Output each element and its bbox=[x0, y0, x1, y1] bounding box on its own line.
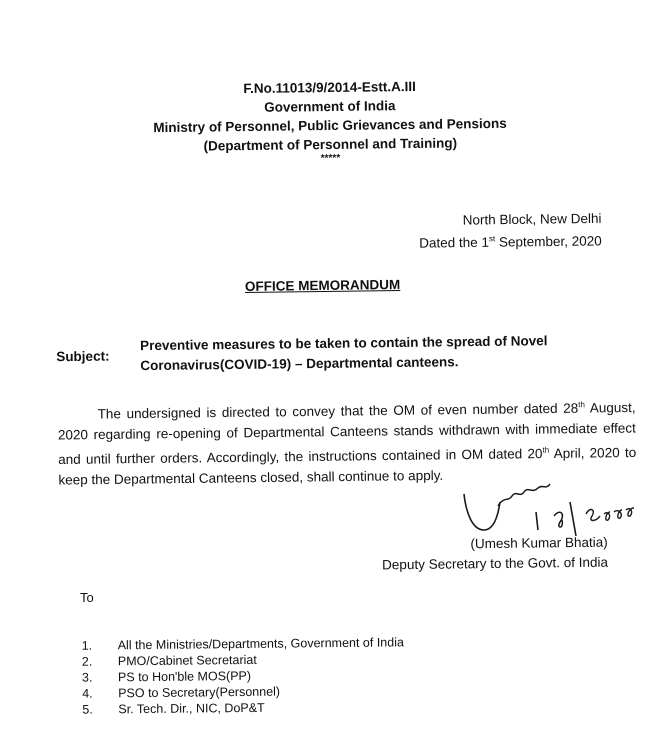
handwritten-signature bbox=[458, 472, 638, 542]
list-text: PS to Hon'ble MOS(PP) bbox=[117, 668, 252, 685]
list-item bbox=[82, 634, 404, 653]
distribution-list bbox=[82, 634, 405, 717]
signer-block bbox=[382, 533, 608, 576]
body-part-2: August, 2020 regarding re-opening of Departmental Canteens stands withdrawn with immediate effect and until further orders. Accordingly, the instructions contained in OM dated 20 bbox=[57, 399, 636, 467]
letterhead bbox=[139, 76, 520, 167]
ministry-name: Ministry of Personnel, Public Grievances and Pensions bbox=[153, 115, 507, 136]
government-name: Government of India bbox=[264, 98, 396, 115]
list-item bbox=[82, 698, 404, 717]
subject-block bbox=[56, 331, 576, 374]
separator-stars: ***** bbox=[320, 152, 341, 165]
file-number: F.No.11013/9/2014-Estt.A.III bbox=[243, 78, 416, 97]
date-suffix: September, 2020 bbox=[495, 233, 603, 250]
body-part-1: The undersigned is directed to convey that the OM of even number dated 28 bbox=[97, 400, 579, 422]
location: North Block, New Delhi bbox=[462, 210, 602, 228]
body-part-3: April, 2020 to keep the Departmental Canteens closed, shall continue to apply. bbox=[58, 444, 637, 488]
list-number: 5. bbox=[82, 702, 93, 717]
body-superscript-2: th bbox=[542, 445, 550, 455]
list-number: 2. bbox=[81, 654, 93, 669]
list-number: 4. bbox=[82, 686, 93, 701]
to-label: To bbox=[80, 590, 94, 605]
memo-title: OFFICE MEMORANDUM bbox=[244, 277, 401, 294]
signer-name: (Umesh Kumar Bhatia) bbox=[470, 534, 608, 552]
place-and-date bbox=[419, 209, 602, 253]
department-name: (Department of Personnel and Training) bbox=[203, 135, 458, 154]
subject-label: Subject: bbox=[56, 348, 110, 365]
body-superscript-1: th bbox=[578, 400, 585, 410]
date-line bbox=[419, 228, 602, 253]
subject-text: Preventive measures to be taken to contain the spread of Novel Coronavirus(COVID-19) – Departmental canteens. bbox=[140, 333, 548, 374]
date-prefix: Dated the 1 bbox=[419, 234, 490, 251]
list-text: All the Ministries/Departments, Government of India bbox=[117, 635, 404, 653]
list-text: PMO/Cabinet Secretariat bbox=[117, 652, 257, 669]
signer-designation: Deputy Secretary to the Govt. of India bbox=[382, 554, 609, 573]
date-superscript: st bbox=[489, 234, 496, 244]
list-number: 3. bbox=[81, 670, 93, 685]
list-text: PSO to Secretary(Personnel) bbox=[118, 684, 281, 701]
list-text: Sr. Tech. Dir., NIC, DoP&T bbox=[118, 700, 265, 717]
list-number: 1. bbox=[81, 638, 93, 653]
